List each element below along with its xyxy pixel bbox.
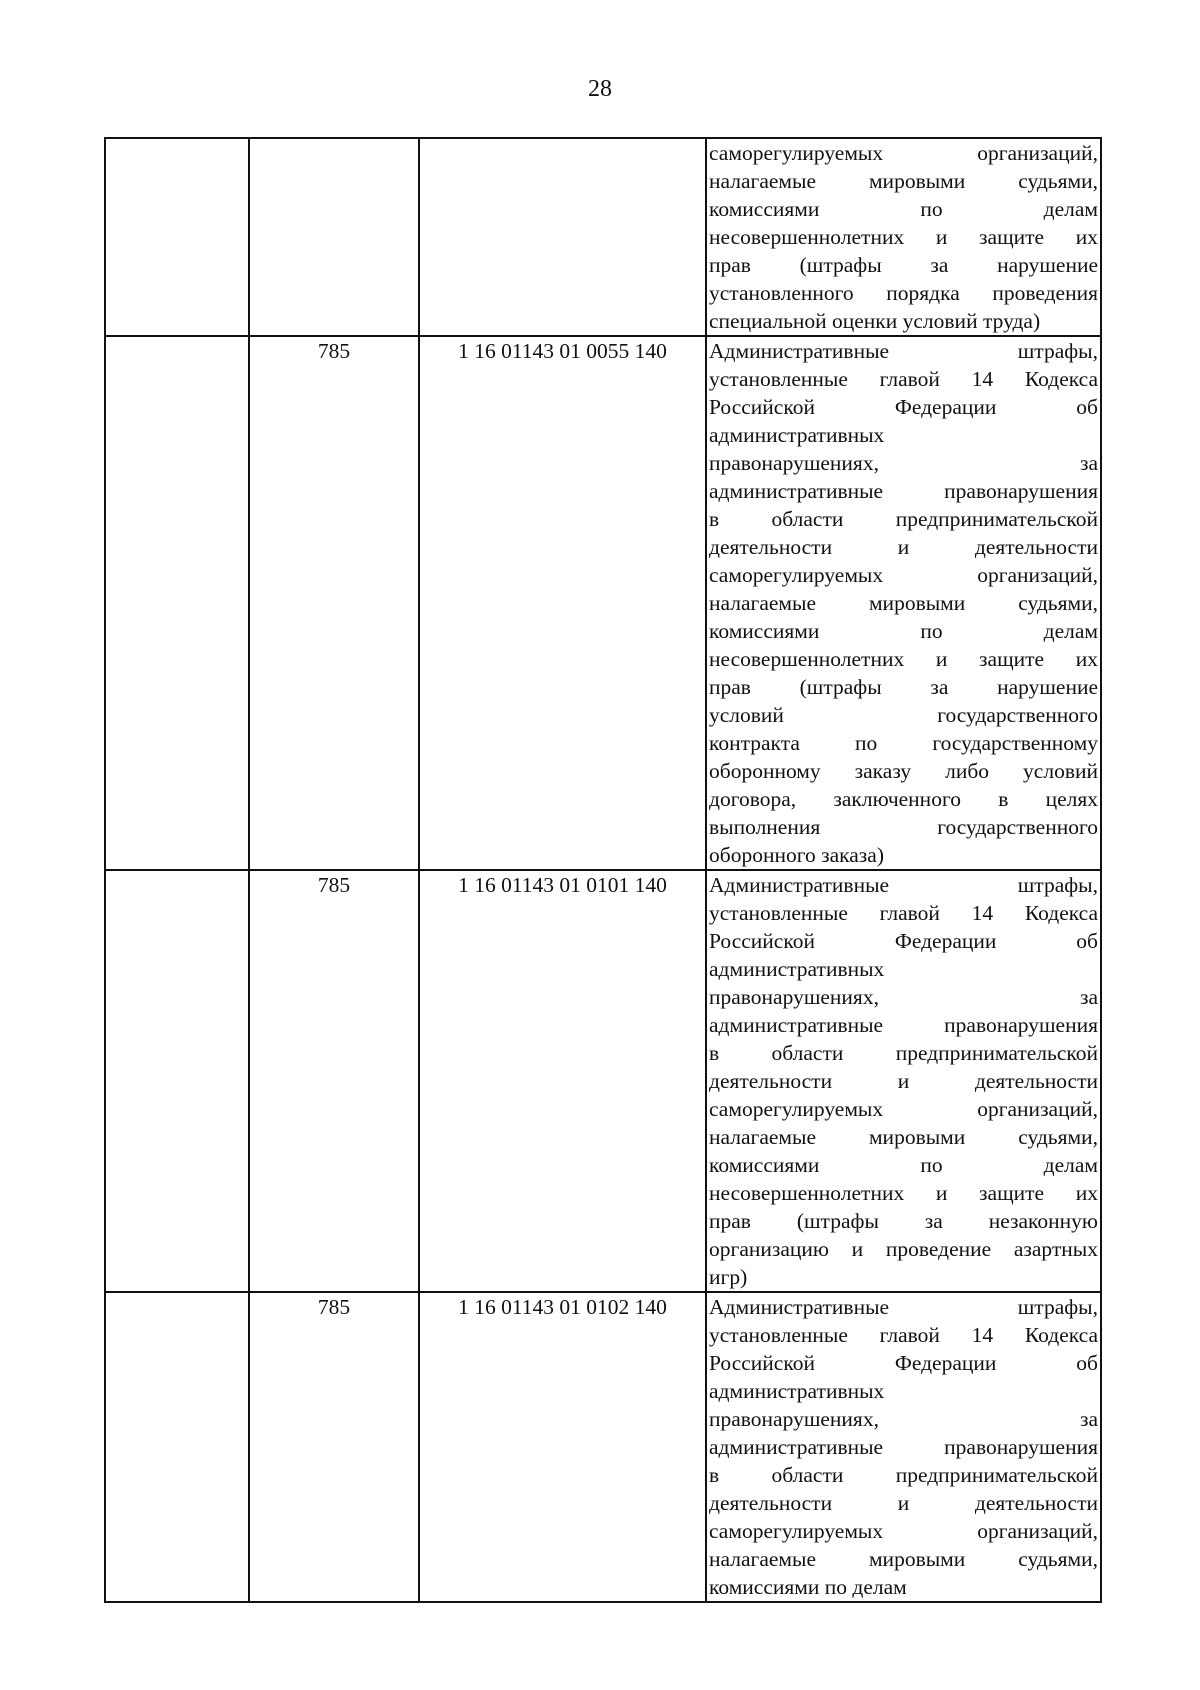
description-line: в области предпринимательской [709,1041,1098,1065]
description-line: контракта по государственному [709,731,1098,755]
table-row [105,870,1101,1292]
description-line: установленные главой 14 Кодекса [709,901,1098,925]
description-line: в области предпринимательской [709,507,1098,531]
income-codes-table [104,137,1102,1603]
table-row [105,336,1101,870]
description-line: Российской Федерации об [709,929,1098,953]
description-line: комиссиями по делам [709,1153,1098,1177]
description-line: условий государственного [709,703,1098,727]
description-line: Административные штрафы, [709,339,1098,363]
description-line: саморегулируемых организаций, [709,563,1098,587]
description-line: комиссиями по делам [709,1575,907,1599]
description-line: правонарушениях, за [709,451,1098,475]
description-cell [706,870,1101,1292]
description-line: Административные штрафы, [709,1295,1098,1319]
description-line: игр) [709,1265,748,1289]
description-line: деятельности и деятельности [709,535,1098,559]
description-cell [706,1292,1101,1602]
description-line: оборонному заказу либо условий [709,759,1098,783]
chapter-code-cell: 785 [249,336,419,870]
description-line: оборонного заказа) [709,843,885,867]
budget-classification-code-cell: 1 16 01143 01 0101 140 [419,870,706,1292]
description-text [707,1293,1100,1601]
description-line: административных [709,1379,885,1403]
chapter-code-cell [249,138,419,336]
description-line: прав (штрафы за нарушение [709,253,1098,277]
description-line: Российской Федерации об [709,1351,1098,1375]
empty-cell [105,1292,249,1602]
description-line: прав (штрафы за незаконную [709,1209,1098,1233]
description-line: саморегулируемых организаций, [709,1519,1098,1543]
description-line: установленного порядка проведения [709,281,1098,305]
description-line: налагаемые мировыми судьями, [709,169,1098,193]
description-line: установленные главой 14 Кодекса [709,1323,1098,1347]
description-line: правонарушениях, за [709,985,1098,1009]
description-line: договора, заключенного в целях [709,787,1098,811]
description-line: несовершеннолетних и защите их [709,1181,1098,1205]
description-text [707,139,1100,335]
budget-classification-code-cell: 1 16 01143 01 0055 140 [419,336,706,870]
description-line: административных [709,957,885,981]
description-line: комиссиями по делам [709,619,1098,643]
description-line: налагаемые мировыми судьями, [709,1547,1098,1571]
description-line: прав (штрафы за нарушение [709,675,1098,699]
empty-cell [105,870,249,1292]
description-line: административные правонарушения [709,1435,1098,1459]
description-line: выполнения государственного [709,815,1098,839]
description-line: административных [709,423,885,447]
empty-cell [105,138,249,336]
description-cell [706,336,1101,870]
budget-classification-code-cell: 1 16 01143 01 0102 140 [419,1292,706,1602]
chapter-code-cell: 785 [249,1292,419,1602]
description-text [707,871,1100,1291]
description-line: саморегулируемых организаций, [709,141,1098,165]
description-line: деятельности и деятельности [709,1069,1098,1093]
description-line: налагаемые мировыми судьями, [709,1125,1098,1149]
description-line: административные правонарушения [709,479,1098,503]
empty-cell [105,336,249,870]
description-line: несовершеннолетних и защите их [709,225,1098,249]
description-text [707,337,1100,869]
description-line: Российской Федерации об [709,395,1098,419]
description-line: деятельности и деятельности [709,1491,1098,1515]
description-line: в области предпринимательской [709,1463,1098,1487]
description-line: саморегулируемых организаций, [709,1097,1098,1121]
description-line: комиссиями по делам [709,197,1098,221]
description-line: организацию и проведение азартных [709,1237,1098,1261]
description-line: правонарушениях, за [709,1407,1098,1431]
description-line: административные правонарушения [709,1013,1098,1037]
description-line: специальной оценки условий труда) [709,309,1041,333]
description-line: установленные главой 14 Кодекса [709,367,1098,391]
chapter-code-cell: 785 [249,870,419,1292]
description-line: Административные штрафы, [709,873,1098,897]
budget-classification-code-cell [419,138,706,336]
description-line: налагаемые мировыми судьями, [709,591,1098,615]
description-line: несовершеннолетних и защите их [709,647,1098,671]
table-row [105,138,1101,336]
table-body [105,138,1101,1602]
description-cell [706,138,1101,336]
page-number: 28 [588,76,612,102]
table-row [105,1292,1101,1602]
